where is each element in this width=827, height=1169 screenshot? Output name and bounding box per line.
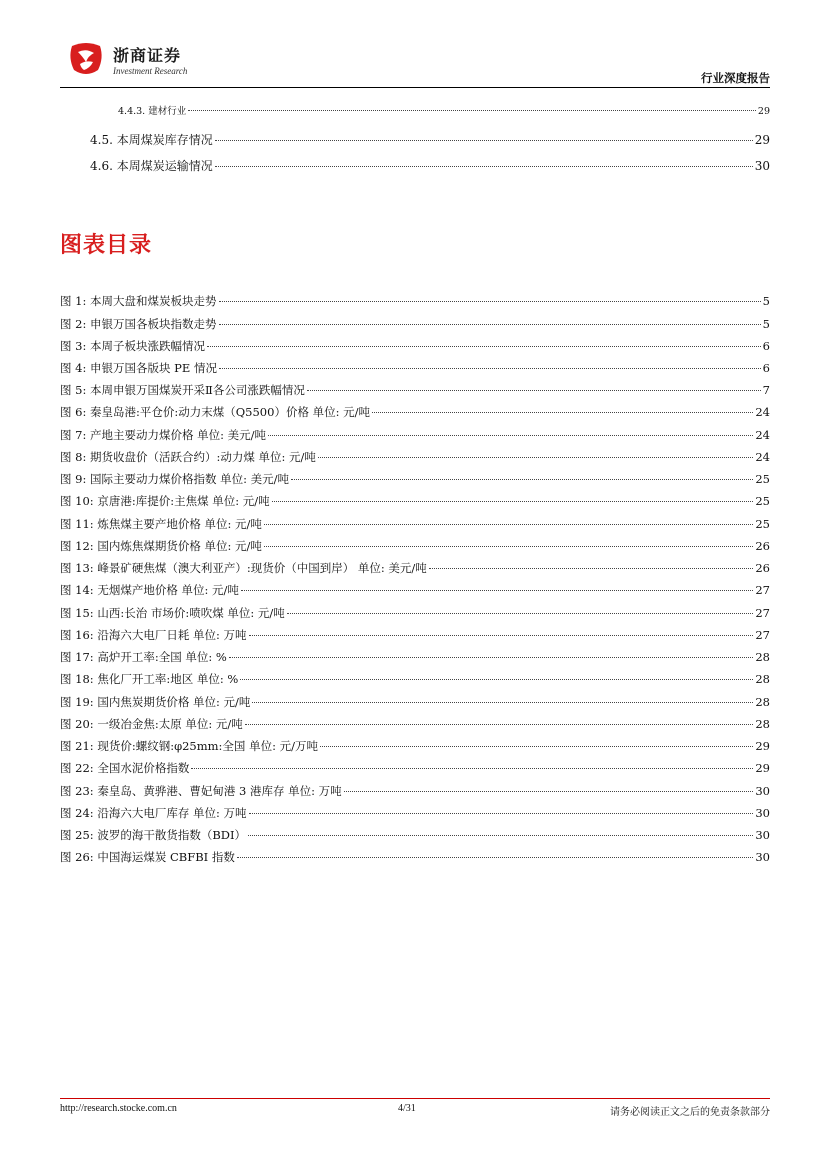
figure-label: 图 17: 高炉开工率:全国 单位: % — [60, 650, 227, 664]
figure-label: 图 21: 现货价:螺纹钢:φ25mm:全国 单位: 元/万吨 — [60, 739, 318, 753]
figure-page-number: 27 — [755, 628, 770, 642]
leader-dots — [249, 635, 754, 636]
leader-dots — [249, 813, 754, 814]
figure-page-number: 30 — [755, 850, 770, 864]
leader-dots — [219, 324, 761, 325]
figure-list-item[interactable] — [60, 449, 770, 465]
toc-page-number: 29 — [757, 106, 770, 117]
leader-dots — [287, 613, 754, 614]
figure-label: 图 9: 国际主要动力煤价格指数 单位: 美元/吨 — [60, 472, 290, 486]
leader-dots — [318, 457, 753, 458]
figure-label: 图 5: 本周申银万国煤炭开采Ⅱ各公司涨跌幅情况 — [60, 383, 305, 397]
figure-list-item[interactable] — [60, 293, 770, 309]
figure-list-item[interactable] — [60, 694, 770, 710]
footer-divider — [60, 1098, 770, 1099]
figure-label: 图 19: 国内焦炭期货价格 单位: 元/吨 — [60, 695, 251, 709]
figure-page-number: 29 — [755, 739, 770, 753]
toc-section-row[interactable] — [90, 131, 770, 148]
leader-dots — [344, 791, 754, 792]
figure-list-item[interactable] — [60, 849, 770, 865]
figure-list-item[interactable] — [60, 382, 770, 398]
leader-dots — [429, 568, 754, 569]
figure-label: 图 14: 无烟煤产地价格 单位: 元/吨 — [60, 583, 239, 597]
figure-page-number: 24 — [755, 405, 770, 419]
footer-website-link[interactable]: http://research.stocke.com.cn — [60, 1103, 177, 1114]
figure-page-number: 6 — [762, 339, 770, 353]
leader-dots — [320, 746, 753, 747]
figure-label: 图 7: 产地主要动力煤价格 单位: 美元/吨 — [60, 428, 267, 442]
report-type-label: 行业深度报告 — [701, 71, 770, 85]
figure-label: 图 22: 全国水泥价格指数 — [60, 761, 190, 775]
figure-label: 图 25: 波罗的海干散货指数（BDI） — [60, 828, 247, 842]
figure-label: 图 10: 京唐港:库提价:主焦煤 单位: 元/吨 — [60, 494, 270, 508]
brand-name-cn: 浙商证券 — [113, 46, 182, 65]
figure-list-item[interactable] — [60, 582, 770, 598]
figure-list-item[interactable] — [60, 493, 770, 509]
footer-disclaimer: 请务必阅读正文之后的免责条款部分 — [610, 1107, 770, 1118]
figure-page-number: 28 — [755, 650, 770, 664]
figure-page-number: 6 — [762, 361, 770, 375]
figure-list-item[interactable] — [60, 404, 770, 420]
figure-label: 图 16: 沿海六大电厂日耗 单位: 万吨 — [60, 628, 247, 642]
figure-label: 图 2: 申银万国各板块指数走势 — [60, 317, 217, 331]
figure-list-item[interactable] — [60, 560, 770, 576]
leader-dots — [268, 435, 753, 436]
leader-dots — [188, 110, 756, 111]
figure-list-item[interactable] — [60, 827, 770, 843]
figure-page-number: 26 — [755, 539, 770, 553]
toc-section-row[interactable] — [90, 157, 770, 174]
figure-label: 图 6: 秦皇岛港:平仓价:动力末煤（Q5500）价格 单位: 元/吨 — [60, 405, 371, 419]
figure-list-item[interactable] — [60, 605, 770, 621]
leader-dots — [215, 140, 753, 141]
figure-page-number: 28 — [755, 717, 770, 731]
leader-dots — [215, 166, 753, 167]
figure-page-number: 27 — [755, 606, 770, 620]
toc-section-label: 4.5. 本周煤炭库存情况 — [90, 133, 213, 147]
figure-list-item[interactable] — [60, 671, 770, 687]
figure-page-number: 5 — [762, 294, 770, 308]
leader-dots — [207, 346, 761, 347]
toc-section-row[interactable] — [118, 103, 770, 117]
figure-list-item[interactable] — [60, 360, 770, 376]
figure-list-item[interactable] — [60, 649, 770, 665]
figure-label: 图 20: 一级冶金焦:太原 单位: 元/吨 — [60, 717, 243, 731]
figure-label: 图 1: 本周大盘和煤炭板块走势 — [60, 294, 217, 308]
leader-dots — [372, 412, 753, 413]
figure-list-item[interactable] — [60, 760, 770, 776]
figure-page-number: 30 — [755, 806, 770, 820]
figure-page-number: 25 — [755, 472, 770, 486]
toc-section-label: 4.6. 本周煤炭运输情况 — [90, 159, 213, 173]
leader-dots — [241, 590, 753, 591]
figure-page-number: 29 — [755, 761, 770, 775]
footer-page-number: 4/31 — [398, 1103, 416, 1114]
header-divider — [60, 87, 770, 88]
figure-label: 图 18: 焦化厂开工率:地区 单位: % — [60, 672, 239, 686]
figure-label: 图 8: 期货收盘价（活跃合约）:动力煤 单位: 元/吨 — [60, 450, 316, 464]
leader-dots — [264, 524, 753, 525]
leader-dots — [272, 501, 754, 502]
leader-dots — [264, 546, 753, 547]
figure-list-item[interactable] — [60, 538, 770, 554]
figure-page-number: 5 — [762, 317, 770, 331]
figure-list-item[interactable] — [60, 627, 770, 643]
figure-label: 图 23: 秦皇岛、黄骅港、曹妃甸港 3 港库存 单位: 万吨 — [60, 784, 342, 798]
figure-label: 图 4: 申银万国各版块 PE 情况 — [60, 361, 217, 375]
leader-dots — [307, 390, 761, 391]
figure-label: 图 11: 炼焦煤主要产地价格 单位: 元/吨 — [60, 517, 262, 531]
leader-dots — [191, 768, 753, 769]
leader-dots — [240, 679, 753, 680]
figure-label: 图 15: 山西:长治 市场价:喷吹煤 单位: 元/吨 — [60, 606, 285, 620]
figure-label: 图 26: 中国海运煤炭 CBFBI 指数 — [60, 850, 235, 864]
brand-name-en: Investment Research — [113, 66, 188, 76]
leader-dots — [291, 479, 753, 480]
figure-page-number: 7 — [762, 383, 770, 397]
figure-page-number: 30 — [755, 828, 770, 842]
figure-list-item[interactable] — [60, 738, 770, 754]
figure-page-number: 24 — [755, 428, 770, 442]
figure-page-number: 24 — [755, 450, 770, 464]
leader-dots — [219, 368, 761, 369]
figures-list-heading: 图表目录 — [60, 233, 153, 258]
leader-dots — [219, 301, 761, 302]
figure-list-item[interactable] — [60, 805, 770, 821]
figure-list-item[interactable] — [60, 516, 770, 532]
figure-page-number: 28 — [755, 672, 770, 686]
company-logo-icon — [66, 40, 106, 78]
figure-list-item[interactable] — [60, 471, 770, 487]
figure-label: 图 13: 峰景矿硬焦煤（澳大利亚产）:现货价（中国到岸） 单位: 美元/吨 — [60, 561, 427, 575]
figure-label: 图 12: 国内炼焦煤期货价格 单位: 元/吨 — [60, 539, 262, 553]
leader-dots — [252, 702, 753, 703]
figure-page-number: 27 — [755, 583, 770, 597]
toc-page-number: 30 — [754, 159, 770, 173]
figure-page-number: 26 — [755, 561, 770, 575]
leader-dots — [248, 835, 753, 836]
figure-list-item[interactable] — [60, 338, 770, 354]
figure-list-item[interactable] — [60, 316, 770, 332]
figure-list-item[interactable] — [60, 783, 770, 799]
figure-list-item[interactable] — [60, 716, 770, 732]
toc-page-number: 29 — [754, 133, 770, 147]
leader-dots — [245, 724, 754, 725]
toc-section-label: 4.4.3. 建材行业 — [118, 106, 187, 117]
leader-dots — [229, 657, 754, 658]
figure-page-number: 28 — [755, 695, 770, 709]
figure-page-number: 25 — [755, 494, 770, 508]
figure-label: 图 24: 沿海六大电厂库存 单位: 万吨 — [60, 806, 247, 820]
figure-list-item[interactable] — [60, 427, 770, 443]
leader-dots — [237, 857, 754, 858]
figure-label: 图 3: 本周子板块涨跌幅情况 — [60, 339, 206, 353]
figure-page-number: 30 — [755, 784, 770, 798]
figure-page-number: 25 — [755, 517, 770, 531]
